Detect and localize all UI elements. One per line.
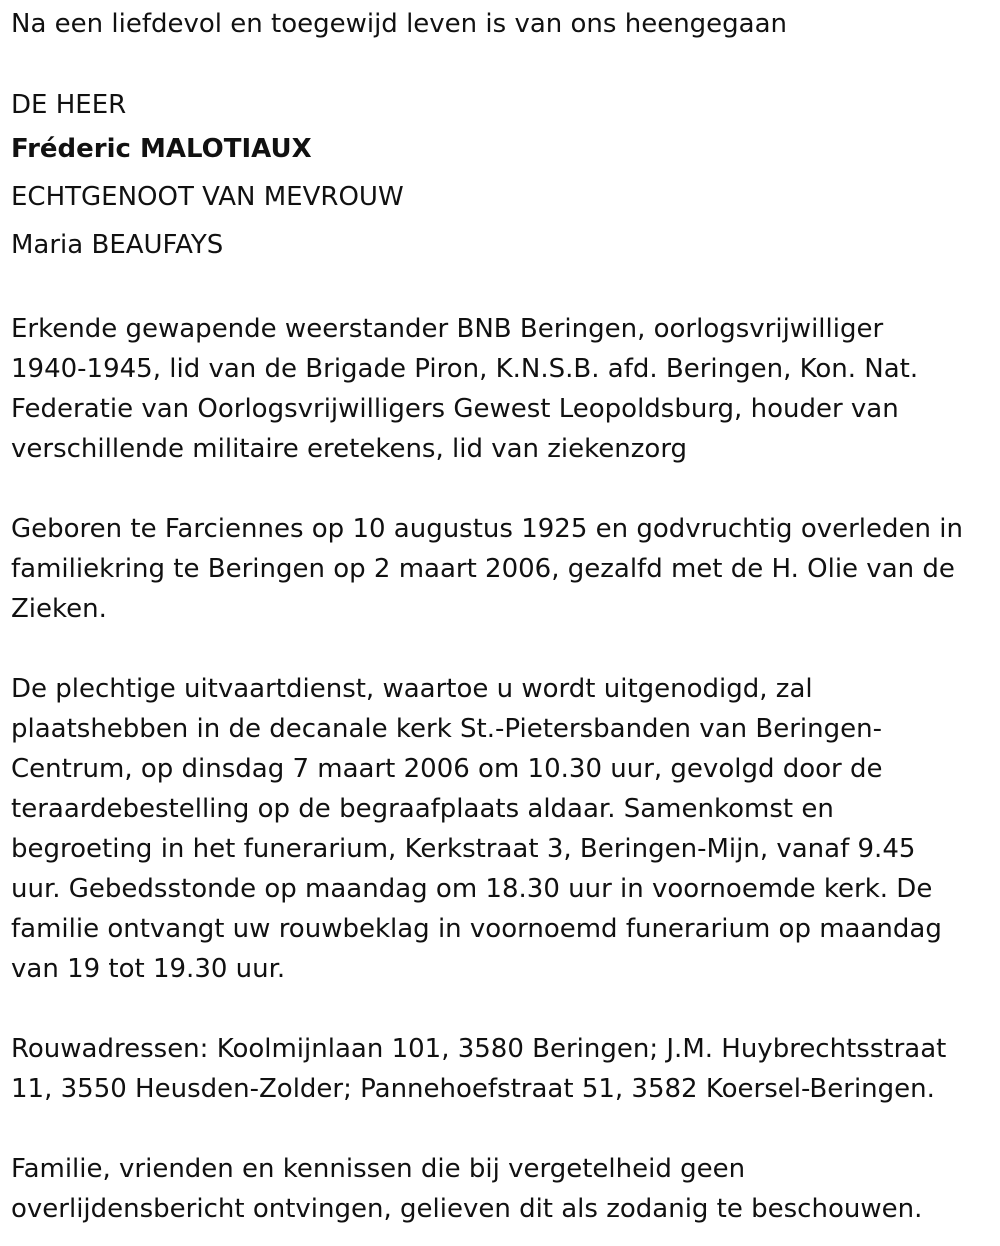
birth-death-paragraph [11, 509, 982, 629]
closing-line: overlijdensbericht ontvingen, gelieven dit als zodanig te beschouwen. [11, 1194, 923, 1224]
funeral-line: De plechtige uitvaartdienst, waartoe u wordt uitgenodigd, zal [11, 674, 813, 704]
birth-death-line: Zieken. [11, 594, 107, 624]
birth-death-line: Geboren te Farciennes op 10 augustus 1925 en godvruchtig overleden in [11, 514, 963, 544]
spacer [11, 629, 982, 669]
affiliations-paragraph [11, 309, 982, 469]
funeral-line: uur. Gebedsstonde op maandag om 18.30 uur in voornoemde kerk. De [11, 874, 933, 904]
relation-line: ECHTGENOOT VAN MEVROUW [11, 182, 404, 212]
birth-death-line: familiekring te Beringen op 2 maart 2006, gezalfd met de H. Olie van de [11, 554, 955, 584]
closing-line: Familie, vrienden en kennissen die bij vergetelheid geen [11, 1154, 746, 1184]
spacer [11, 269, 982, 309]
affiliations-line: Erkende gewapende weerstander BNB Beringen, oorlogsvrijwilliger [11, 314, 884, 344]
spacer [11, 989, 982, 1029]
addresses-line: Rouwadressen: Koolmijnlaan 101, 3580 Beringen; J.M. Huybrechtsstraat [11, 1034, 947, 1064]
funeral-line: begroeting in het funerarium, Kerkstraat 3, Beringen-Mijn, vanaf 9.45 [11, 834, 916, 864]
closing-paragraph [11, 1149, 982, 1229]
funeral-line: van 19 tot 19.30 uur. [11, 954, 286, 984]
spacer [11, 44, 982, 85]
spouse-name: Maria BEAUFAYS [11, 230, 224, 260]
intro-line: Na een liefdevol en toegewijd leven is van ons heengegaan [11, 9, 788, 39]
spacer [11, 1109, 982, 1149]
funeral-line: Centrum, op dinsdag 7 maart 2006 om 10.30 uur, gevolgd door de [11, 754, 883, 784]
funeral-line: teraardebestelling op de begraafplaats aldaar. Samenkomst en [11, 794, 834, 824]
affiliations-line: 1940-1945, lid van de Brigade Piron, K.N.S.B. afd. Beringen, Kon. Nat. [11, 354, 919, 384]
addresses-line: 11, 3550 Heusden-Zolder; Pannehoefstraat 51, 3582 Koersel-Beringen. [11, 1074, 935, 1104]
funeral-line: familie ontvangt uw rouwbeklag in voornoemd funerarium op maandag [11, 914, 942, 944]
funeral-line: plaatshebben in de decanale kerk St.-Pietersbanden van Beringen- [11, 714, 882, 744]
affiliations-line: Federatie van Oorlogsvrijwilligers Gewest Leopoldsburg, houder van [11, 394, 899, 424]
addresses-paragraph [11, 1029, 982, 1109]
title-line: DE HEER [11, 90, 127, 120]
affiliations-line: verschillende militaire eretekens, lid van ziekenzorg [11, 434, 688, 464]
deceased-name: Fréderic MALOTIAUX [11, 134, 312, 164]
spacer [11, 469, 982, 509]
funeral-paragraph [11, 669, 982, 989]
